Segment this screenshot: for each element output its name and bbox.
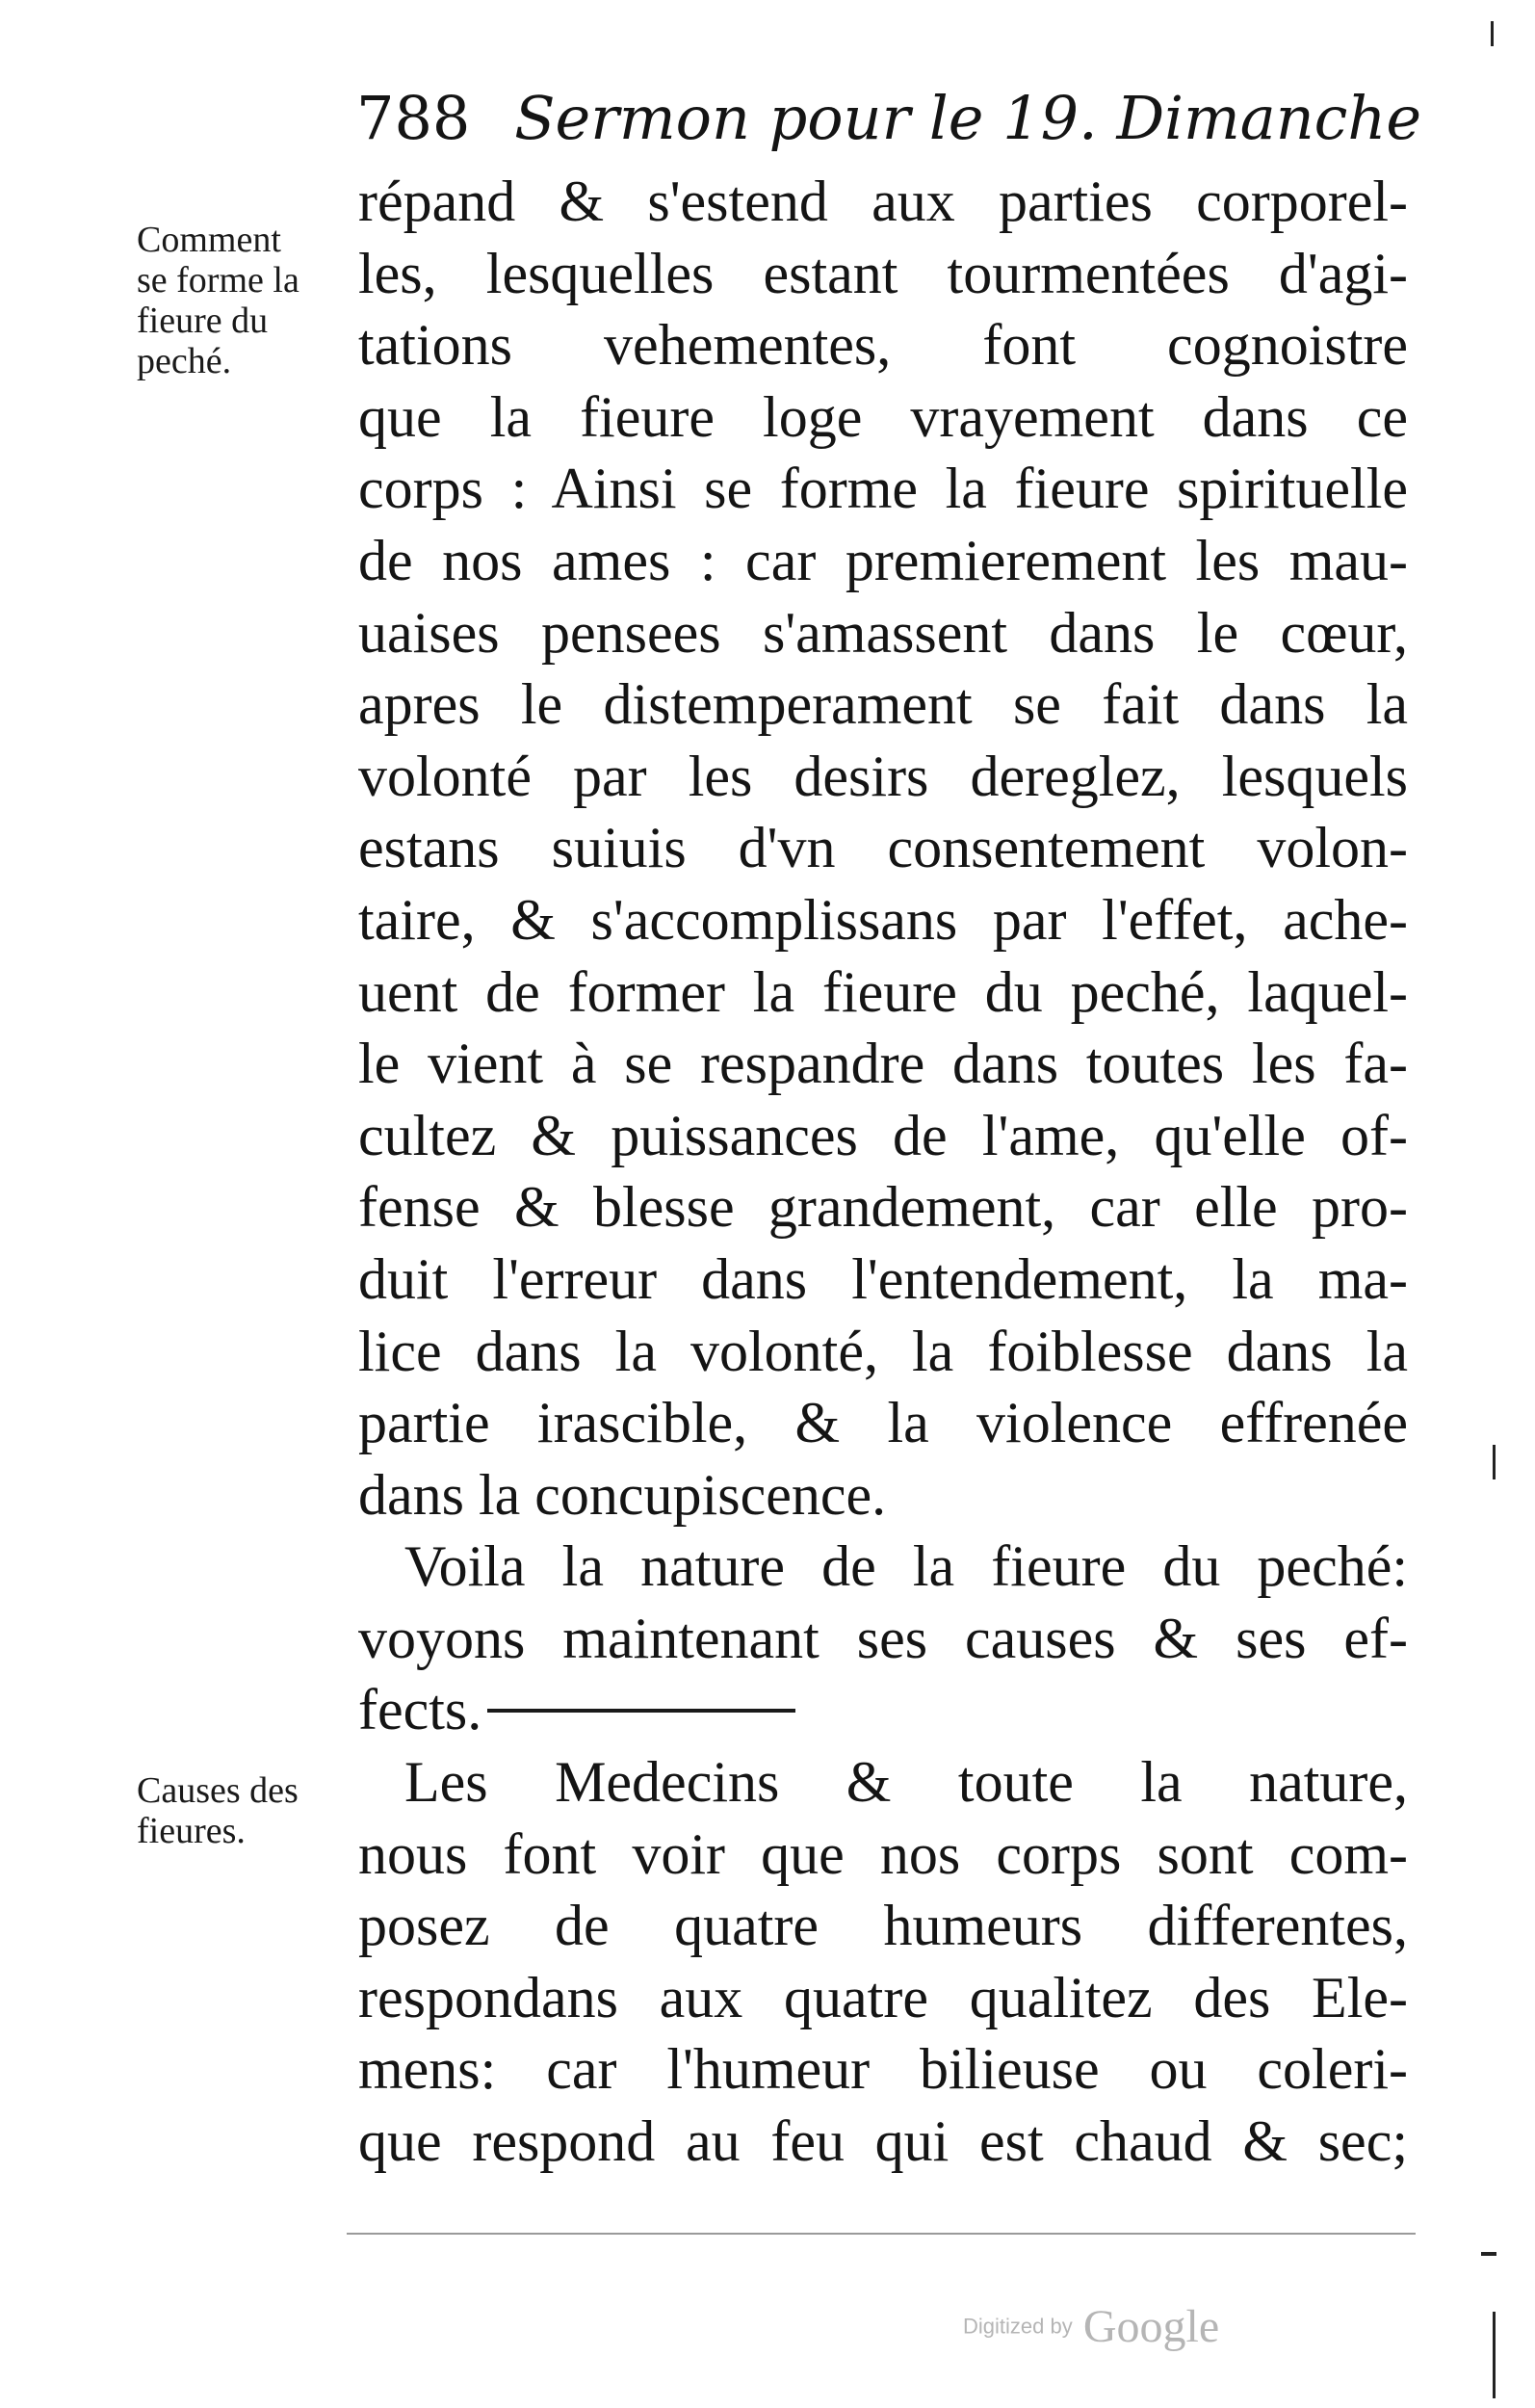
running-header — [356, 75, 1422, 162]
text-line: fense & blesse grandement, car elle pro- — [358, 1175, 1408, 1240]
margin-note-fever-of-sin — [137, 220, 353, 381]
text-line: lice dans la volonté, la foiblesse dans la — [358, 1319, 1408, 1383]
margin-note-line: Comment — [137, 220, 281, 260]
text-line: le vient à se respandre dans toutes les fa- — [358, 1032, 1408, 1096]
text-line: Les Medecins & toute la nature, — [404, 1750, 1408, 1815]
scan-mark — [1481, 2252, 1496, 2256]
text-line: cultez & puissances de l'ame, qu'elle of- — [358, 1103, 1408, 1167]
text-line: de nos ames : car premierement les mau- — [358, 528, 1408, 592]
digitized-by-label: Digitized by — [963, 2314, 1073, 2339]
text-line: répand & s'estend aux parties corporel- — [358, 170, 1408, 233]
text-line: respondans aux quatre qualitez des Ele- — [358, 1965, 1408, 2029]
section-rule — [487, 1709, 795, 1713]
margin-note-line: se forme la — [137, 260, 299, 301]
google-watermark — [963, 2300, 1290, 2358]
page-number: 788 — [356, 83, 471, 153]
text-line: duit l'erreur dans l'entendement, la ma- — [358, 1246, 1408, 1311]
text-line: posez de quatre humeurs differentes, — [358, 1894, 1408, 1958]
body-text — [358, 166, 1408, 2178]
margin-note-line: Causes des — [137, 1770, 299, 1811]
text-line: estans suiuis d'vn consentement volon- — [358, 816, 1408, 880]
scan-mark — [347, 2233, 1416, 2235]
scan-mark — [1491, 21, 1494, 46]
google-logo: Google — [1082, 2301, 1220, 2352]
text-line: volonté par les desirs dereglez, lesquels — [358, 744, 1408, 808]
margin-note-line: fieures. — [137, 1811, 246, 1851]
text-line: apres le distemperament se fait dans la — [358, 672, 1408, 737]
text-line: dans la concupiscence. — [358, 1462, 887, 1527]
margin-note-causes-of-fevers — [137, 1770, 353, 1851]
margin-note-line: fieure du — [137, 301, 269, 341]
text-line: corps : Ainsi se forme la fieure spirituelle — [358, 457, 1408, 521]
text-line: uent de former la fieure du peché, laquel- — [358, 959, 1408, 1024]
text-line: Voila la nature de la fieure du peché: — [404, 1534, 1408, 1599]
text-fragment: fects. — [358, 1678, 482, 1742]
text-line: tations vehementes, font cognoistre — [358, 313, 1408, 378]
text-line: mens: car l'humeur bilieuse ou coleri- — [358, 2037, 1408, 2102]
text-line: uaises pensees s'amassent dans le cœur, — [358, 600, 1408, 665]
running-title: Sermon pour le 19. Dimanche — [514, 83, 1422, 153]
margin-note-line: peché. — [137, 341, 232, 381]
text-line: les, lesquelles estant tourmentées d'agi- — [358, 241, 1408, 305]
text-line-with-rule — [358, 1674, 1408, 1746]
text-line: nous font voir que nos corps sont com- — [358, 1821, 1408, 1886]
text-line: que la fieure loge vrayement dans ce — [358, 384, 1408, 449]
text-line: que respond au feu qui est chaud & sec; — [358, 2109, 1408, 2174]
text-line: taire, & s'accomplissans par l'effet, ache- — [358, 887, 1408, 952]
scan-mark — [1493, 2312, 1496, 2398]
text-line: partie irascible, & la violence effrenée — [358, 1391, 1408, 1455]
scan-mark — [1493, 1445, 1496, 1479]
text-line: voyons maintenant ses causes & ses ef- — [358, 1606, 1408, 1670]
